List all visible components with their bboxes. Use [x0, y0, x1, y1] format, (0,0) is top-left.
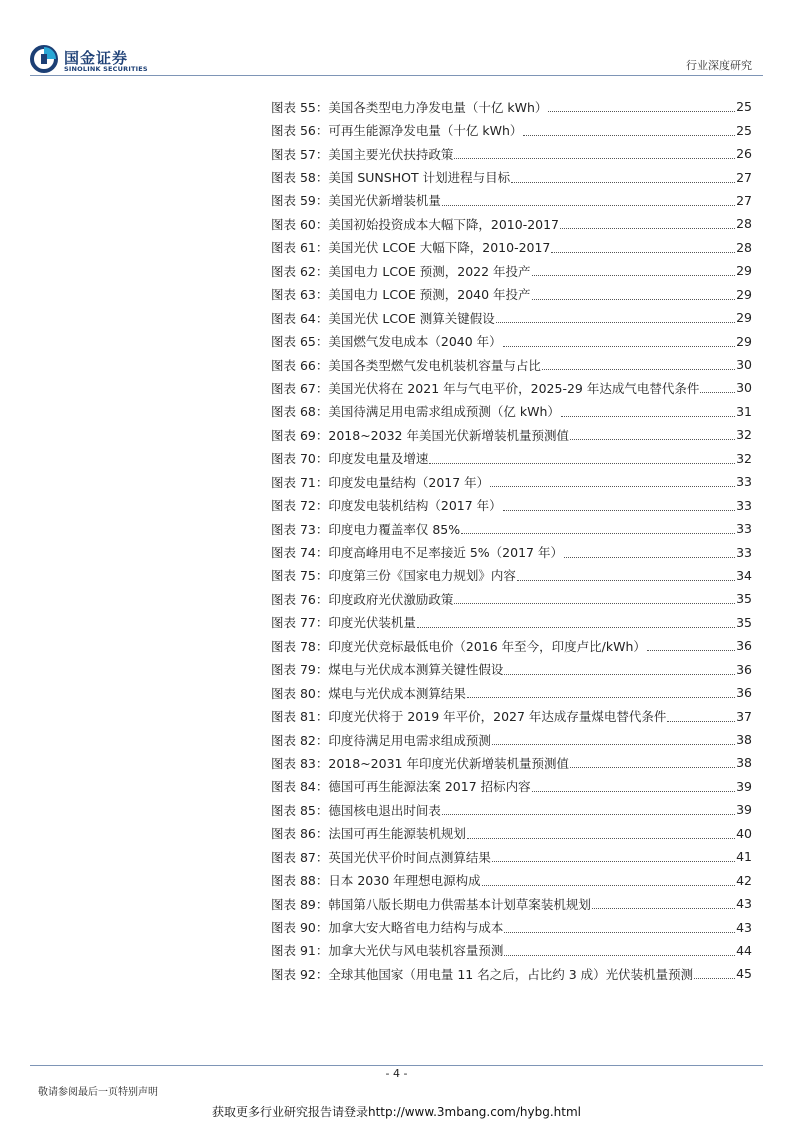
toc-entry[interactable]: [271, 704, 752, 727]
toc-leader-dots: [560, 228, 735, 229]
toc-leader-dots: [504, 674, 735, 675]
toc-entry-label: 图表 83：2018~2031 年印度光伏新增装机量预测值: [271, 755, 569, 771]
toc-entry[interactable]: [271, 118, 752, 141]
toc-leader-dots: [496, 322, 735, 323]
report-type-label: 行业深度研究: [686, 59, 752, 72]
toc-entry[interactable]: [271, 470, 752, 493]
toc-entry-label: 图表 87：英国光伏平价时间点测算结果: [271, 849, 491, 865]
toc-entry[interactable]: [271, 447, 752, 470]
toc-leader-dots: [490, 486, 735, 487]
toc-entry-label: 图表 90：加拿大安大略省电力结构与成本: [271, 920, 504, 936]
toc-entry-page: 27: [736, 192, 752, 208]
toc-entry-page: 39: [736, 802, 752, 818]
toc-entry-label: 图表 92：全球其他国家（用电量 11 名之后，占比约 3 成）光伏装机量预测: [271, 966, 694, 982]
toc-entry-page: 37: [736, 708, 752, 724]
page-number: - 4 -: [385, 1067, 408, 1080]
logo-english-name: SINOLINK SECURITIES: [64, 65, 148, 73]
toc-leader-dots: [570, 439, 735, 440]
toc-entry[interactable]: [271, 212, 752, 235]
toc-entry[interactable]: [271, 939, 752, 962]
toc-entry[interactable]: [271, 517, 752, 540]
toc-entry-page: 38: [736, 755, 752, 771]
disclaimer-text: 敬请参阅最后一页特别声明: [38, 1087, 158, 1098]
toc-leader-dots: [429, 463, 735, 464]
toc-entry-label: 图表 72：印度发电装机结构（2017 年）: [271, 498, 502, 514]
toc-entry-label: 图表 55：美国各类型电力净发电量（十亿 kWh）: [271, 99, 548, 115]
toc-leader-dots: [694, 978, 735, 979]
toc-entry-label: 图表 61：美国光伏 LCOE 大幅下降，2010-2017: [271, 240, 551, 256]
toc-entry[interactable]: [271, 329, 752, 352]
toc-leader-dots: [532, 299, 736, 300]
toc-leader-dots: [503, 346, 735, 347]
toc-entry[interactable]: [271, 259, 752, 282]
toc-leader-dots: [564, 557, 735, 558]
toc-leader-dots: [503, 510, 735, 511]
toc-entry-page: 36: [736, 685, 752, 701]
toc-entry-label: 图表 68：美国待满足用电需求组成预测（亿 kWh）: [271, 404, 560, 420]
toc-entry[interactable]: [271, 962, 752, 985]
toc-entry-page: 39: [736, 778, 752, 794]
toc-entry-page: 25: [736, 122, 752, 138]
toc-entry-page: 30: [736, 380, 752, 396]
company-logo: [30, 45, 150, 75]
toc-entry[interactable]: [271, 540, 752, 563]
toc-entry-page: 26: [736, 146, 752, 162]
toc-entry-label: 图表 81：印度光伏将于 2019 年平价，2027 年达成存量煤电替代条件: [271, 709, 667, 725]
toc-entry-label: 图表 76：印度政府光伏激励政策: [271, 591, 454, 607]
toc-entry[interactable]: [271, 634, 752, 657]
toc-entry[interactable]: [271, 658, 752, 681]
toc-entry-label: 图表 77：印度光伏装机量: [271, 615, 416, 631]
toc-entry[interactable]: [271, 681, 752, 704]
toc-leader-dots: [467, 838, 735, 839]
toc-entry[interactable]: [271, 95, 752, 118]
figure-index-list: [271, 95, 752, 986]
toc-entry-page: 40: [736, 825, 752, 841]
toc-entry[interactable]: [271, 915, 752, 938]
toc-entry-label: 图表 86：法国可再生能源装机规划: [271, 826, 466, 842]
toc-entry[interactable]: [271, 868, 752, 891]
toc-entry-page: 36: [736, 661, 752, 677]
toc-entry[interactable]: [271, 775, 752, 798]
toc-entry-label: 图表 58：美国 SUNSHOT 计划进程与目标: [271, 170, 511, 186]
toc-leader-dots: [492, 744, 735, 745]
toc-entry-label: 图表 64：美国光伏 LCOE 测算关键假设: [271, 310, 495, 326]
toc-entry-label: 图表 65：美国燃气发电成本（2040 年）: [271, 334, 502, 350]
toc-entry-label: 图表 80：煤电与光伏成本测算结果: [271, 685, 466, 701]
toc-entry[interactable]: [271, 564, 752, 587]
toc-entry-page: 33: [736, 497, 752, 513]
toc-entry-label: 图表 67：美国光伏将在 2021 年与气电平价，2025-29 年达成气电替代条件: [271, 380, 700, 396]
toc-entry-label: 图表 82：印度待满足用电需求组成预测: [271, 732, 491, 748]
toc-entry-page: 28: [736, 216, 752, 232]
toc-entry[interactable]: [271, 822, 752, 845]
toc-entry[interactable]: [271, 728, 752, 751]
toc-leader-dots: [523, 135, 735, 136]
toc-entry-page: 38: [736, 732, 752, 748]
toc-leader-dots: [504, 955, 735, 956]
toc-leader-dots: [442, 205, 735, 206]
toc-entry[interactable]: [271, 423, 752, 446]
toc-entry-label: 图表 88：日本 2030 年理想电源构成: [271, 873, 481, 889]
logo-chinese-name: 国金证券: [64, 49, 129, 67]
page-header: [0, 0, 793, 80]
toc-leader-dots: [467, 697, 735, 698]
toc-leader-dots: [592, 908, 735, 909]
toc-leader-dots: [542, 369, 735, 370]
toc-entry-label: 图表 79：煤电与光伏成本测算关键性假设: [271, 662, 504, 678]
toc-entry-label: 图表 89：韩国第八版长期电力供需基本计划草案装机规划: [271, 896, 591, 912]
toc-leader-dots: [492, 861, 735, 862]
toc-leader-dots: [482, 885, 735, 886]
toc-entry-page: 31: [736, 403, 752, 419]
toc-entry[interactable]: [271, 283, 752, 306]
toc-entry-label: 图表 74：印度高峰用电不足率接近 5%（2017 年）: [271, 545, 563, 561]
toc-entry-label: 图表 56：可再生能源净发电量（十亿 kWh）: [271, 123, 523, 139]
toc-leader-dots: [511, 182, 735, 183]
toc-entry-page: 27: [736, 169, 752, 185]
sinolink-logo-icon: [30, 45, 58, 73]
toc-leader-dots: [647, 650, 735, 651]
toc-entry[interactable]: [271, 493, 752, 516]
toc-entry-page: 30: [736, 357, 752, 373]
toc-entry[interactable]: [271, 587, 752, 610]
toc-entry[interactable]: [271, 845, 752, 868]
footer-divider: [30, 1065, 763, 1066]
toc-entry-label: 图表 66：美国各类型燃气发电机装机容量与占比: [271, 357, 541, 373]
toc-leader-dots: [504, 932, 735, 933]
toc-entry-page: 33: [736, 521, 752, 537]
toc-entry-label: 图表 78：印度光伏竞标最低电价（2016 年至今，印度卢比/kWh）: [271, 638, 646, 654]
toc-entry[interactable]: [271, 400, 752, 423]
toc-leader-dots: [561, 416, 735, 417]
toc-entry-page: 32: [736, 450, 752, 466]
toc-entry[interactable]: [271, 189, 752, 212]
toc-entry-label: 图表 71：印度发电量结构（2017 年）: [271, 474, 490, 490]
toc-entry-label: 图表 62：美国电力 LCOE 预测，2022 年投产: [271, 263, 531, 279]
toc-entry[interactable]: [271, 376, 752, 399]
toc-entry[interactable]: [271, 798, 752, 821]
toc-entry-label: 图表 69：2018~2032 年美国光伏新增装机量预测值: [271, 427, 569, 443]
toc-entry-page: 29: [736, 263, 752, 279]
header-divider: [30, 75, 763, 76]
toc-entry[interactable]: [271, 892, 752, 915]
toc-entry[interactable]: [271, 236, 752, 259]
toc-entry-label: 图表 85：德国核电退出时间表: [271, 802, 441, 818]
toc-entry-page: 45: [736, 966, 752, 982]
toc-entry-page: 36: [736, 638, 752, 654]
toc-entry-page: 43: [736, 919, 752, 935]
toc-entry[interactable]: [271, 165, 752, 188]
toc-entry-page: 34: [736, 567, 752, 583]
toc-entry[interactable]: [271, 306, 752, 329]
toc-entry-page: 43: [736, 896, 752, 912]
toc-entry[interactable]: [271, 353, 752, 376]
toc-entry-page: 44: [736, 942, 752, 958]
toc-entry-page: 25: [736, 99, 752, 115]
toc-entry-label: 图表 59：美国光伏新增装机量: [271, 193, 441, 209]
toc-entry-label: 图表 63：美国电力 LCOE 预测，2040 年投产: [271, 287, 531, 303]
toc-entry-page: 35: [736, 614, 752, 630]
toc-entry-page: 41: [736, 849, 752, 865]
toc-entry-page: 33: [736, 544, 752, 560]
toc-leader-dots: [551, 252, 735, 253]
toc-leader-dots: [548, 111, 735, 112]
toc-entry-page: 32: [736, 427, 752, 443]
toc-entry-page: 28: [736, 239, 752, 255]
toc-entry-label: 图表 73：印度电力覆盖率仅 85%: [271, 521, 461, 537]
download-link-text[interactable]: 获取更多行业研究报告请登录http://www.3mbang.com/hybg.html: [211, 1105, 581, 1119]
toc-leader-dots: [417, 627, 735, 628]
toc-leader-dots: [517, 580, 735, 581]
toc-entry-label: 图表 70：印度发电量及增速: [271, 451, 429, 467]
toc-leader-dots: [667, 721, 735, 722]
toc-entry-label: 图表 84：德国可再生能源法案 2017 招标内容: [271, 779, 531, 795]
toc-leader-dots: [532, 791, 735, 792]
toc-leader-dots: [454, 603, 735, 604]
toc-entry-page: 42: [736, 872, 752, 888]
toc-entry[interactable]: [271, 611, 752, 634]
toc-leader-dots: [461, 533, 735, 534]
toc-leader-dots: [532, 275, 736, 276]
toc-entry-label: 图表 57：美国主要光伏扶持政策: [271, 146, 454, 162]
toc-entry-page: 33: [736, 474, 752, 490]
toc-leader-dots: [570, 767, 735, 768]
toc-entry-page: 35: [736, 591, 752, 607]
toc-entry-label: 图表 60：美国初始投资成本大幅下降，2010-2017: [271, 216, 560, 232]
toc-entry-label: 图表 75：印度第三份《国家电力规划》内容: [271, 568, 516, 584]
toc-leader-dots: [700, 392, 735, 393]
toc-entry-label: 图表 91：加拿大光伏与风电装机容量预测: [271, 943, 504, 959]
toc-entry[interactable]: [271, 142, 752, 165]
toc-entry[interactable]: [271, 751, 752, 774]
toc-entry-page: 29: [736, 286, 752, 302]
toc-leader-dots: [454, 158, 735, 159]
toc-entry-page: 29: [736, 333, 752, 349]
toc-leader-dots: [442, 814, 735, 815]
toc-entry-page: 29: [736, 310, 752, 326]
